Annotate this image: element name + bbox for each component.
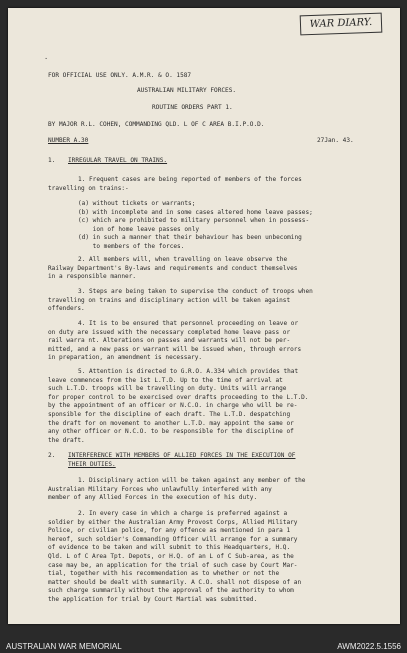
- s1-item: (a) without tickets or warrants;: [78, 200, 196, 207]
- footer-accession-number: AWM2022.5.1556: [337, 642, 401, 651]
- s1-p1-line: travelling on trains:-: [48, 184, 129, 192]
- header-line2: AUSTRALIAN MILITARY FORCES.: [137, 87, 237, 94]
- section1-number: 1.: [48, 157, 56, 164]
- s1-p4-line: 4. It is to be ensured that personnel proceeding on leave or: [78, 320, 299, 327]
- s1-p2-line: in a responsible manner.: [48, 273, 137, 281]
- s2-p2-line: the application for trial by Court Martial was submitted.: [48, 596, 258, 603]
- page-mark: .: [44, 53, 49, 61]
- s2-p2-line: case may be, an application for the trial of such case by Court Mar-: [48, 561, 298, 569]
- s1-p5-line: the draft for on movement to another L.T.D. may appoint the same or: [48, 419, 294, 427]
- s2-p1-line: Australian Military Forces who unlawfully interfered with any: [48, 485, 272, 493]
- section2-title: THEIR DUTIES.: [68, 460, 116, 468]
- s2-p2-line: tial, together with his recommendation as to whether or not the: [48, 570, 280, 578]
- s1-p5-line: sponsible for the discipline of each draft. The L.T.D. despatching: [48, 411, 291, 418]
- s1-p5-line: 5. Attention is directed to G.R.O. A.334 which provides that: [78, 368, 299, 375]
- s1-item: ion of home leave passes only: [78, 225, 200, 233]
- s1-p2-line: 2. All members will, when travelling on leave observe the: [78, 256, 288, 263]
- s2-p2-line: 2. In every case in which a charge is preferred against a: [78, 510, 288, 517]
- s1-p5-line: for proper control to be exercised over drafts proceeding to the L.T.D.: [48, 393, 309, 401]
- s1-p4-line: rail warra nt. Alterations on passes and warrants will not be per-: [48, 337, 291, 345]
- s1-p2-line: Railway Department's By-laws and requirements and conduct themselves: [48, 264, 298, 272]
- s1-p5-line: the draft.: [48, 436, 85, 444]
- s1-p3-line: 3. Steps are being taken to supervise the conduct of troops when: [78, 288, 313, 295]
- s1-p4-line: in preparation, an amendment is necessary.: [48, 354, 203, 362]
- s1-p5-line: any other officer or N.C.O. to be responsible for the discipline of: [48, 428, 294, 436]
- footer-bar: [0, 640, 407, 653]
- s1-p3-line: offenders.: [48, 305, 85, 313]
- header-line3: ROUTINE ORDERS PART 1.: [152, 104, 233, 111]
- section1-title: IRREGULAR TRAVEL ON TRAINS.: [68, 157, 168, 164]
- s1-p3-line: travelling on trains and disciplinary action will be taken against: [48, 296, 291, 304]
- s2-p2-line: Police, or civilian police, for any offence as mentioned in para 1: [48, 527, 291, 535]
- s1-item: (b) with incomplete and in some cases altered home leave passes;: [78, 208, 313, 216]
- s1-p1-line: 1. Frequent cases are being reported of members of the forces: [78, 176, 302, 183]
- header-line4: BY MAJOR R.L. COHEN, COMMANDING QLD. L OF C AREA B.I.P.O.D.: [48, 121, 265, 128]
- s2-p2-line: hereof, such soldier's Commanding Officer will arrange for a summary: [48, 535, 298, 543]
- footer-institution: AUSTRALIAN WAR MEMORIAL: [6, 642, 122, 651]
- order-date: 27Jan. 43.: [317, 137, 354, 144]
- s1-item: to members of the forces.: [78, 243, 185, 250]
- war-diary-stamp: WAR DIARY.: [300, 13, 383, 36]
- header-line1: FOR OFFICIAL USE ONLY. A.M.R. & O. 1587: [48, 72, 192, 79]
- s1-p5-line: by the appointment of an officer or N.C.O. in charge who will be re-: [48, 402, 298, 410]
- s2-p2-line: of evidence to be taken and will submit to this Headquarters, H.Q.: [48, 544, 291, 552]
- s1-item: (d) in such a manner that their behaviour has been unbecoming: [78, 234, 302, 242]
- s1-p4-line: mitted, and a new pass or warrant will be issued when, through errors: [48, 345, 302, 353]
- s1-item: (c) which are prohibited to military personnel when in possess-: [78, 217, 310, 225]
- order-number: NUMBER A.30: [48, 137, 89, 144]
- s2-p2-line: such charge summarily without the approval of the authority to whom: [48, 587, 294, 595]
- s2-p1-line: member of any Allied Forces in the execution of his duty.: [48, 494, 258, 502]
- section2-title: INTERFERENCE WITH MEMBERS OF ALLIED FORCES IN THE EXECUTION OF: [68, 452, 296, 459]
- s1-p5-line: leave commences from the 1st L.T.D. Up to the time of arrival at: [48, 376, 283, 384]
- s1-p4-line: on duty are issued with the necessary completed home leave pass or: [48, 328, 291, 336]
- section2-number: 2.: [48, 452, 56, 459]
- s2-p2-line: matter should be dealt with summarily. A C.O. shall not dispose of an: [48, 578, 302, 586]
- s1-p5-line: such L.T.D. troops will be travelling on duty. Units will arrange: [48, 385, 287, 393]
- s2-p2-line: soldier by either the Australian Army Provost Corps, Allied Military: [48, 518, 298, 526]
- s2-p2-line: Qld. L of C Area Tpt. Depots, or H.Q. of an L of C Sub-area, as the: [48, 553, 294, 560]
- s2-p1-line: 1. Disciplinary action will be taken against any member of the: [78, 477, 306, 484]
